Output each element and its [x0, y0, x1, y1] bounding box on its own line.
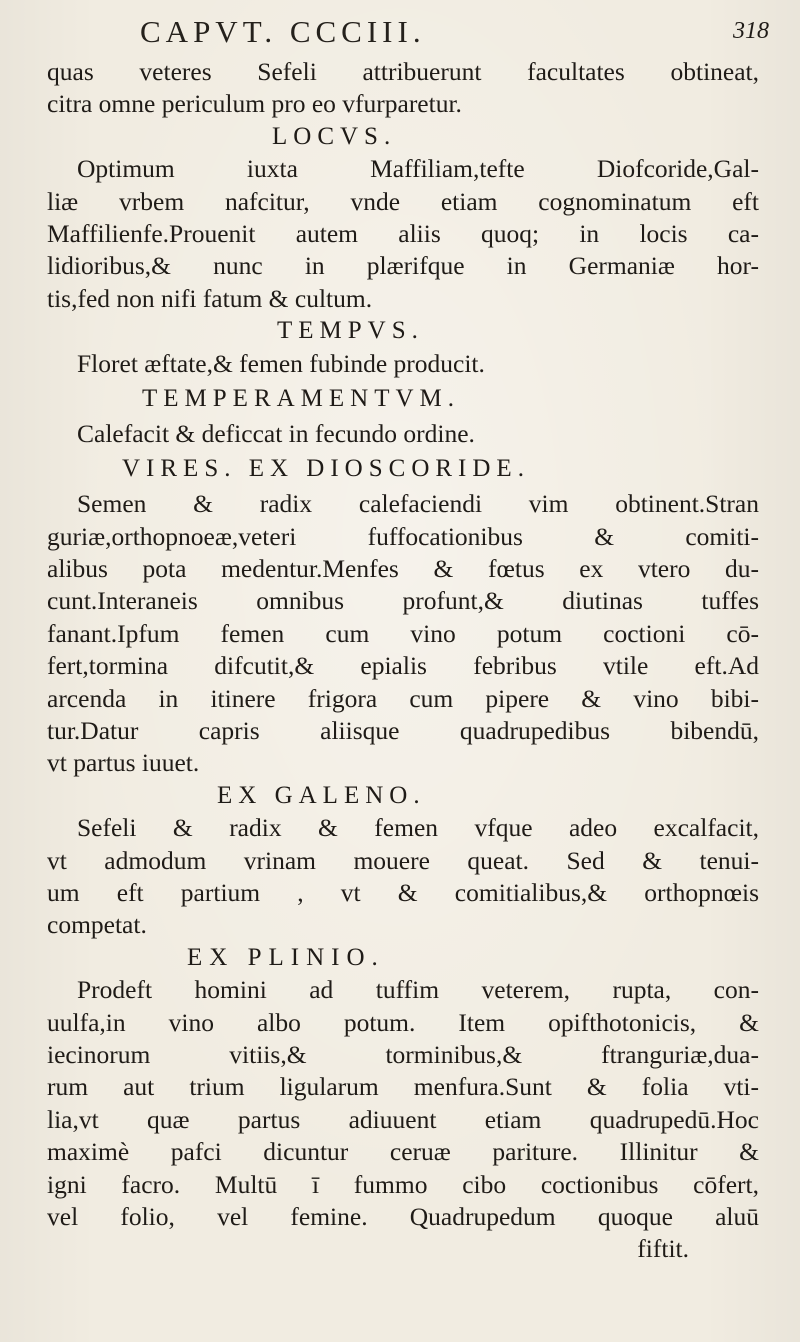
text-line: lia,vt quæ partus adiuuent etiam quadrupedū.Hoc	[47, 1104, 759, 1134]
text-line: Semen & radix calefaciendi vim obtinent.Stran	[77, 489, 759, 519]
text-line: guriæ,orthopnoeæ,veteri fuffocationibus & comiti-	[47, 521, 759, 551]
text-line: arcenda in itinere frigora cum pipere & vino bibi-	[47, 683, 759, 713]
text-line: maximè pafci dicuntur ceruæ pariture. Illinitur &	[47, 1137, 759, 1167]
text-line: liæ vrbem nafcitur, vnde etiam cognominatum eft	[47, 186, 759, 216]
text-line: fiftit.	[637, 1234, 689, 1264]
running-head: CAPVT. CCCIII.	[140, 14, 426, 49]
section-heading-plinio: EX PLINIO.	[187, 943, 385, 971]
text-line: Floret æftate,& femen fubinde producit.	[77, 348, 485, 378]
text-line: Maffilienfe.Prouenit autem aliis quoq; in locis ca-	[47, 218, 759, 248]
text-line: fert,tormina difcutit,& epialis febribus vtile eft.Ad	[47, 651, 759, 681]
section-heading-locus: LOCVS.	[272, 122, 397, 150]
text-line: tur.Datur capris aliisque quadrupedibus bibendū,	[47, 716, 759, 746]
section-heading-galeno: EX GALENO.	[217, 781, 426, 809]
text-line: Prodeft homini ad tuffim veterem, rupta, con-	[77, 975, 759, 1005]
text-line: Optimum iuxta Maffiliam,tefte Diofcoride,Gal-	[77, 154, 759, 184]
page-header	[0, 14, 800, 54]
text-line: citra omne periculum pro eo vfurparetur.	[47, 89, 462, 119]
text-line: iecinorum vitiis,& torminibus,& ftranguriæ,dua-	[47, 1039, 759, 1069]
text-line: Calefacit & deficcat in fecundo ordine.	[77, 418, 475, 448]
text-line: igni facro. Multū ī fummo cibo coctionibus cōfert,	[47, 1169, 759, 1199]
section-heading-tempus: TEMPVS.	[277, 317, 424, 345]
text-line: quas veteres Sefeli attribuerunt facultates obtineat,	[47, 57, 759, 86]
text-line: vel folio, vel femine. Quadrupedum quoque aluū	[47, 1201, 759, 1231]
section-heading-vires: VIRES. EX DIOSCORIDE.	[122, 455, 530, 483]
text-line: uulfa,in vino albo potum. Item opifthotonicis, &	[47, 1007, 759, 1037]
page-number: 318	[733, 18, 769, 44]
text-line: competat.	[47, 910, 147, 940]
text-line: fanant.Ipfum femen cum vino potum coctioni cō-	[47, 618, 759, 648]
text-line: cunt.Interaneis omnibus profunt,& diutinas tuffes	[47, 586, 759, 616]
text-line: um eft partium , vt & comitialibus,& orthopnœis	[47, 877, 759, 907]
section-heading-temperamentum: TEMPERAMENTVM.	[142, 384, 461, 412]
text-line: lidioribus,& nunc in plærifque in Germaniæ hor-	[47, 251, 759, 281]
text-line: alibus pota medentur.Menfes & fœtus ex vtero du-	[47, 554, 759, 584]
text-line: vt partus iuuet.	[47, 748, 200, 778]
text-line: Sefeli & radix & femen vfque adeo excalfacit,	[77, 813, 759, 843]
text-line: vt admodum vrinam mouere queat. Sed & tenui-	[47, 845, 759, 875]
body-text	[47, 56, 759, 1266]
text-line: tis,fed non nifi fatum & cultum.	[47, 283, 373, 313]
text-line: rum aut trium ligularum menfura.Sunt & folia vti-	[47, 1072, 759, 1102]
